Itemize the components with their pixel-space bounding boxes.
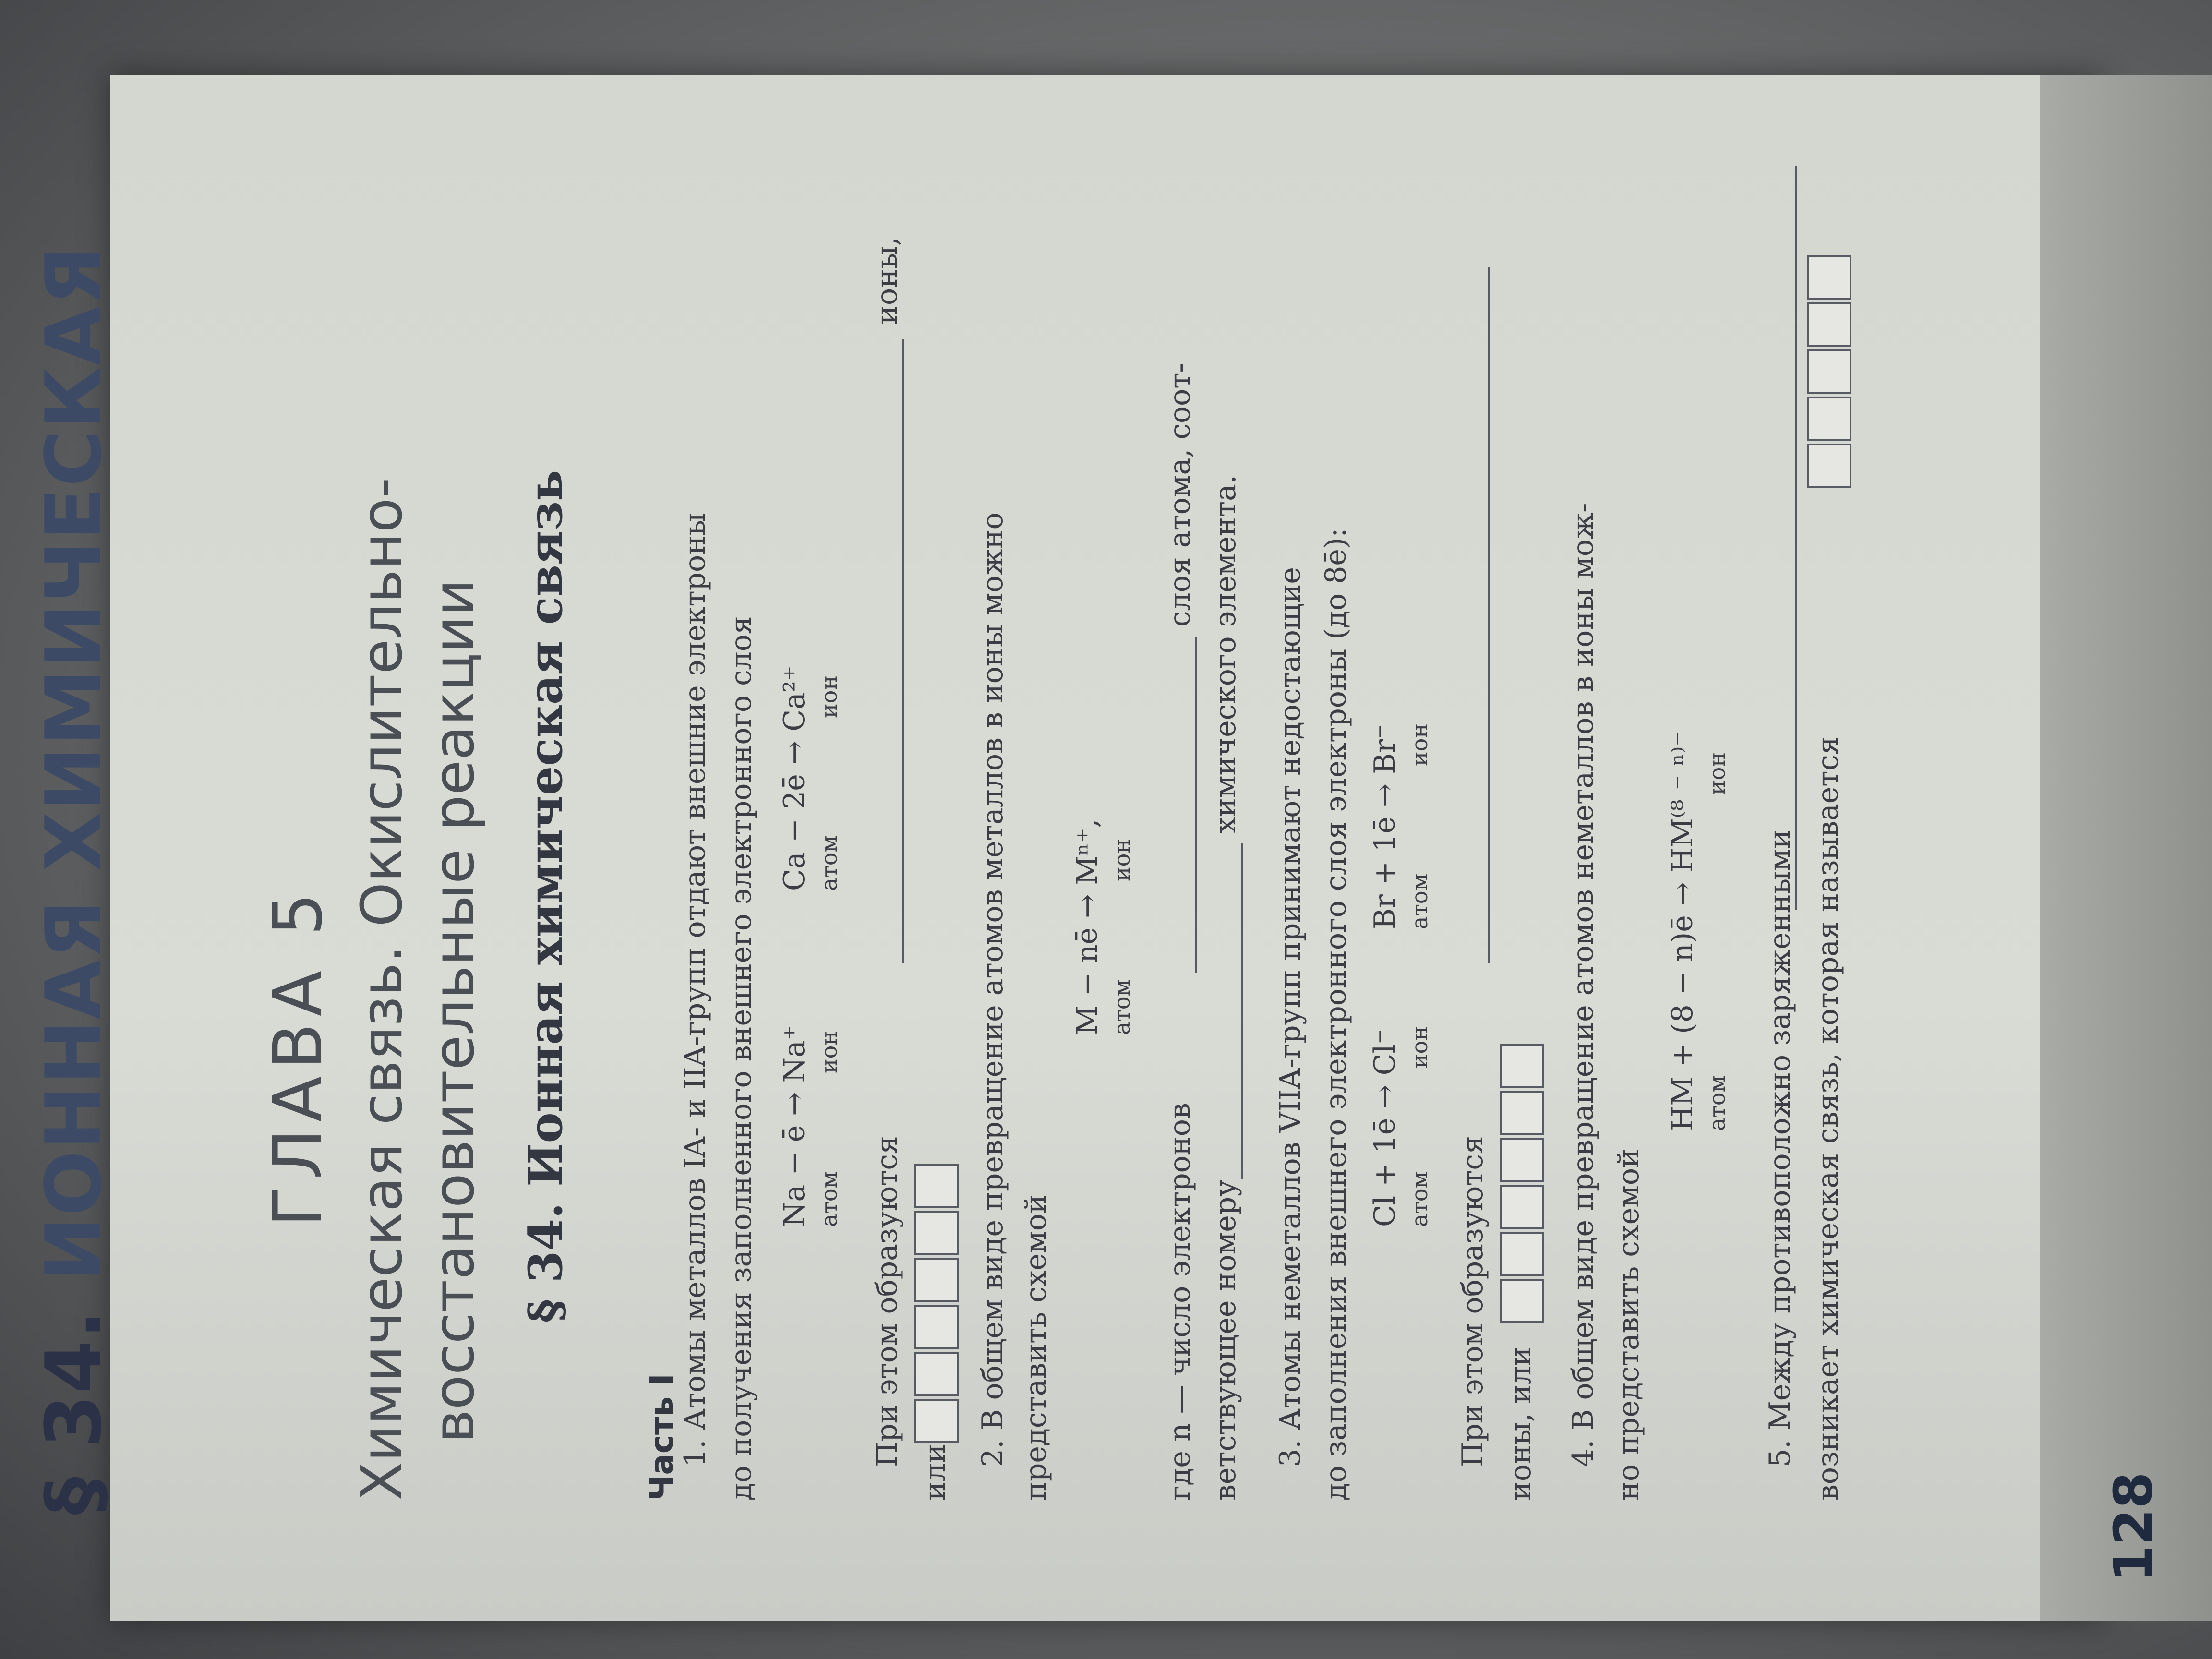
q4-formula-atom: атом <box>1704 1075 1730 1131</box>
q3-fill-start: При этом образуются <box>1456 1136 1490 1467</box>
q4-line1: 4. В общем виде превращение атомов неметаллов в ионы мож- <box>1566 503 1600 1467</box>
q4-line2: но представить схемой <box>1612 1148 1646 1501</box>
running-head <box>29 245 119 1515</box>
letter-box[interactable] <box>1807 444 1851 488</box>
q2-formula-atom: атом <box>1109 979 1135 1035</box>
part-label: Часть I <box>643 1373 680 1501</box>
q5-answer-boxes[interactable] <box>1807 252 1851 488</box>
q4-formula-ion: ион <box>1704 752 1730 795</box>
q3-formula-cl-atom: атом <box>1407 1171 1432 1227</box>
q1-line2: до получения заполненного внешнего электронного слоя <box>724 616 758 1501</box>
chapter-title <box>346 156 490 1501</box>
chapter-title-line1: Химическая связь. Окислительно- <box>349 477 415 1501</box>
letter-box[interactable] <box>1807 302 1851 347</box>
q2-answer-line2[interactable] <box>1241 843 1243 1179</box>
q3-answer-boxes[interactable] <box>1500 1041 1544 1323</box>
q1-formula-na: Na − ē → Na⁺ <box>778 1025 811 1227</box>
q2-where2-end: химического элемента. <box>1209 475 1242 833</box>
letter-box[interactable] <box>1500 1232 1544 1276</box>
q2-line2: представить схемой <box>1019 1194 1053 1501</box>
running-head-section: § 34. <box>29 1309 119 1515</box>
q3-line1: 3. Атомы неметаллов VIIA-групп принимают недостающие <box>1274 567 1307 1467</box>
q5-line1: 5. Между противоположно заряженными <box>1763 830 1797 1467</box>
q5-line2: возникает химическая связь, которая называется <box>1811 736 1845 1501</box>
q1-line1: 1. Атомы металлов IA- и IIA-групп отдают внешние электроны <box>678 513 712 1467</box>
letter-box[interactable] <box>1807 255 1851 300</box>
q1-answer-line[interactable] <box>902 339 904 963</box>
q2-formula: M − nē → Mⁿ⁺, <box>1070 818 1104 1035</box>
q1-formula-ca-atom: атом <box>816 835 842 891</box>
letter-box[interactable] <box>914 1352 959 1396</box>
letter-box[interactable] <box>914 1258 959 1302</box>
letter-box[interactable] <box>1500 1091 1544 1135</box>
running-head-title: ИОННАЯ ХИМИЧЕСКАЯ <box>29 245 119 1282</box>
letter-box[interactable] <box>1807 397 1851 441</box>
letter-box[interactable] <box>914 1211 959 1255</box>
q1-or: или <box>918 1443 952 1501</box>
q2-where-mid: слоя атома, соот- <box>1163 363 1197 627</box>
q2-formula-ion: ион <box>1109 838 1135 881</box>
section-title: § 34. Ионная химическая связь <box>518 469 573 1323</box>
q3-line2: до заполнения внешнего электронного слоя электроны (до 8ē): <box>1319 528 1353 1501</box>
letter-box[interactable] <box>1500 1138 1544 1182</box>
q3-formula-br: Br + 1ē → Br⁻ <box>1368 724 1402 929</box>
q1-formula-ca: Ca − 2ē → Ca²⁺ <box>778 665 811 891</box>
q3-formula-br-ion: ион <box>1407 723 1432 766</box>
q1-fill-start: При этом образуются <box>870 1136 904 1467</box>
q3-ions-or: ионы, или <box>1504 1346 1538 1501</box>
page-number: 128 <box>2103 1472 2164 1582</box>
q1-answer-boxes[interactable] <box>914 1161 959 1443</box>
letter-box[interactable] <box>1500 1044 1544 1088</box>
q1-formula-na-ion: ион <box>816 1030 842 1073</box>
chapter-title-line2: восстановительные реакции <box>421 579 487 1443</box>
q3-formula-cl: Cl + 1ē → Cl⁻ <box>1368 1029 1402 1227</box>
q2-where2-start: ветствующее номеру <box>1209 1179 1242 1501</box>
q2-answer-line1[interactable] <box>1195 637 1197 973</box>
q4-formula: HM + (8 − n)ē → HM⁽⁸ ⁻ ⁿ⁾⁻ <box>1666 731 1699 1131</box>
letter-box[interactable] <box>914 1164 959 1208</box>
q1-formula-ca-ion: ион <box>816 675 842 718</box>
q5-answer-line[interactable] <box>1795 166 1797 910</box>
letter-box[interactable] <box>914 1305 959 1349</box>
q3-formula-cl-ion: ион <box>1407 1025 1432 1069</box>
page-edge <box>2040 75 2212 1621</box>
letter-box[interactable] <box>1807 349 1851 394</box>
q1-fill-end: ионы, <box>870 237 904 325</box>
letter-box[interactable] <box>1500 1279 1544 1323</box>
q1-formula-na-atom: атом <box>816 1171 842 1227</box>
q3-answer-line[interactable] <box>1488 267 1490 963</box>
q3-formula-br-atom: атом <box>1407 873 1432 929</box>
letter-box[interactable] <box>1500 1185 1544 1229</box>
q2-line1: 2. В общем виде превращение атомов металлов в ионы можно <box>976 512 1010 1467</box>
q2-where-start: где n — число электронов <box>1163 1103 1197 1501</box>
chapter-label: ГЛАВА 5 <box>259 886 337 1227</box>
letter-box[interactable] <box>914 1399 959 1443</box>
